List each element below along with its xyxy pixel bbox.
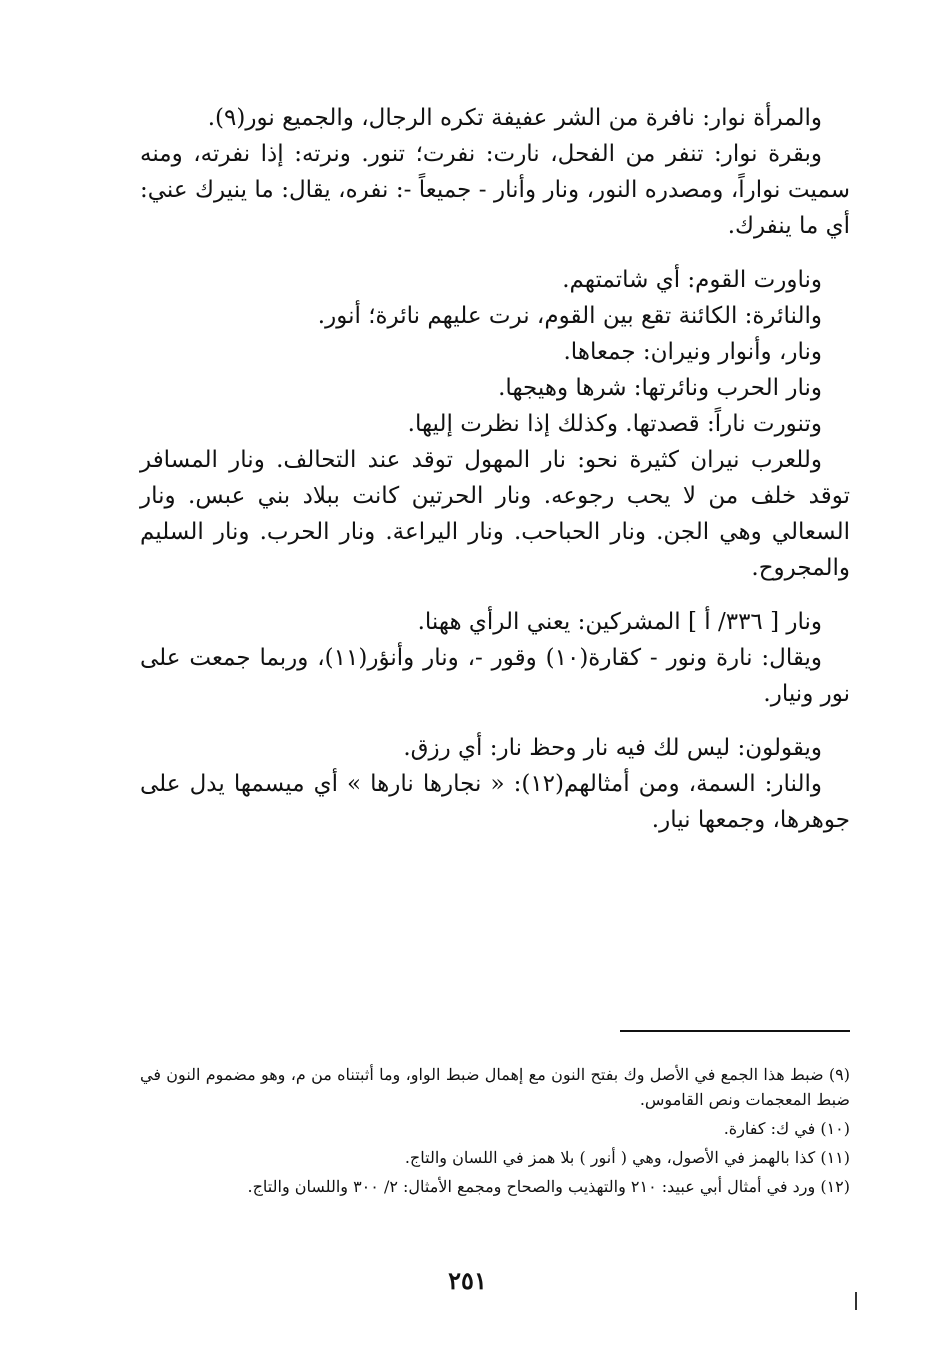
paragraph-arab-fires: وللعرب نيران كثيرة نحو: نار المهول توقد عند التحالف. ونار المسافر توقد خلف من لا يحب رجوعه. ونار الحرتين كانت ببلاد بني عبس. ونار السعالي وهي الجن. ونار الحباحب. ونار اليراعة. ونار الحرب. ونار السليم والمجروح. (140, 447, 850, 581)
footnote-12: (١٢) ورد في أمثال أبي عبيد: ٢١٠ والتهذيب والصحاح ومجمع الأمثال: ٢/ ٣٠٠ واللسان والتاج. (247, 1177, 850, 1196)
paragraph-woman-nawar: والمرأة نوار: نافرة من الشر عفيفة تكره الرجال، والجميع نور(٩). (207, 105, 822, 131)
margin-tick-mark (855, 1292, 857, 1310)
paragraph-nawart-al-qawm: وناورت القوم: أي شاتمتهم. (562, 267, 822, 293)
paragraph-al-nar-al-sima: والنار: السمة، ومن أمثالهم(١٢): « نجارها نارها » أي ميسمها يدل على جوهرها، وجمعها نيار. (140, 771, 850, 833)
footnote-11: (١١) كذا بالهمز في الأصول، وهي ( أنور ) بلا همز في اللسان والتاج. (404, 1148, 850, 1167)
paragraph-cow-nawar: وبقرة نوار: تنفر من الفحل، نارت: نفرت؛ تنور. ونرته: إذا نفرته، ومنه سميت نواراً، ومصدره النور، ونار وأنار - جميعاً -: نفره، يقال: ما ينيرك عني: أي ما ينفرك. (140, 141, 850, 239)
paragraph-yuqal-nara: ويقال: نارة ونور - كقارة(١٠) وقور -، ونار وأنؤر(١١)، وربما جمعت على نور ونيار. (140, 645, 850, 707)
paragraph-nar-plurals: ونار، وأنوار ونيران: جمعاها. (563, 339, 822, 365)
footnote-9: (٩) ضبط هذا الجمع في الأصل وك بفتح النون مع إهمال ضبط الواو، وما أثبتناه من م، وهو مضموم النون في ضبط المعجمات ونص القاموس. (140, 1065, 850, 1109)
main-text-block (140, 100, 850, 838)
page-number: ٢٥١ (448, 1266, 487, 1295)
paragraph-al-naira: والنائرة: الكائنة تقع بين القوم، نرت عليهم نائرة؛ أنور. (317, 303, 822, 329)
footnotes-block (140, 1062, 850, 1203)
paragraph-nar-al-harb: ونار الحرب ونائرتها: شرها وهيجها. (498, 375, 822, 401)
paragraph-tanawwart: وتنورت ناراً: قصدتها. وكذلك إذا نظرت إليها. (407, 411, 822, 437)
paragraph-laysa-laka: ويقولون: ليس لك فيه نار وحظ نار: أي رزق. (403, 735, 822, 761)
paragraph-nar-al-mushrikin: ونار [ ٣٣٦/ أ ] المشركين: يعني الرأي ههنا. (417, 609, 822, 635)
footnote-separator (620, 1030, 850, 1032)
footnote-10: (١٠) في ك: كفارة. (723, 1119, 850, 1138)
